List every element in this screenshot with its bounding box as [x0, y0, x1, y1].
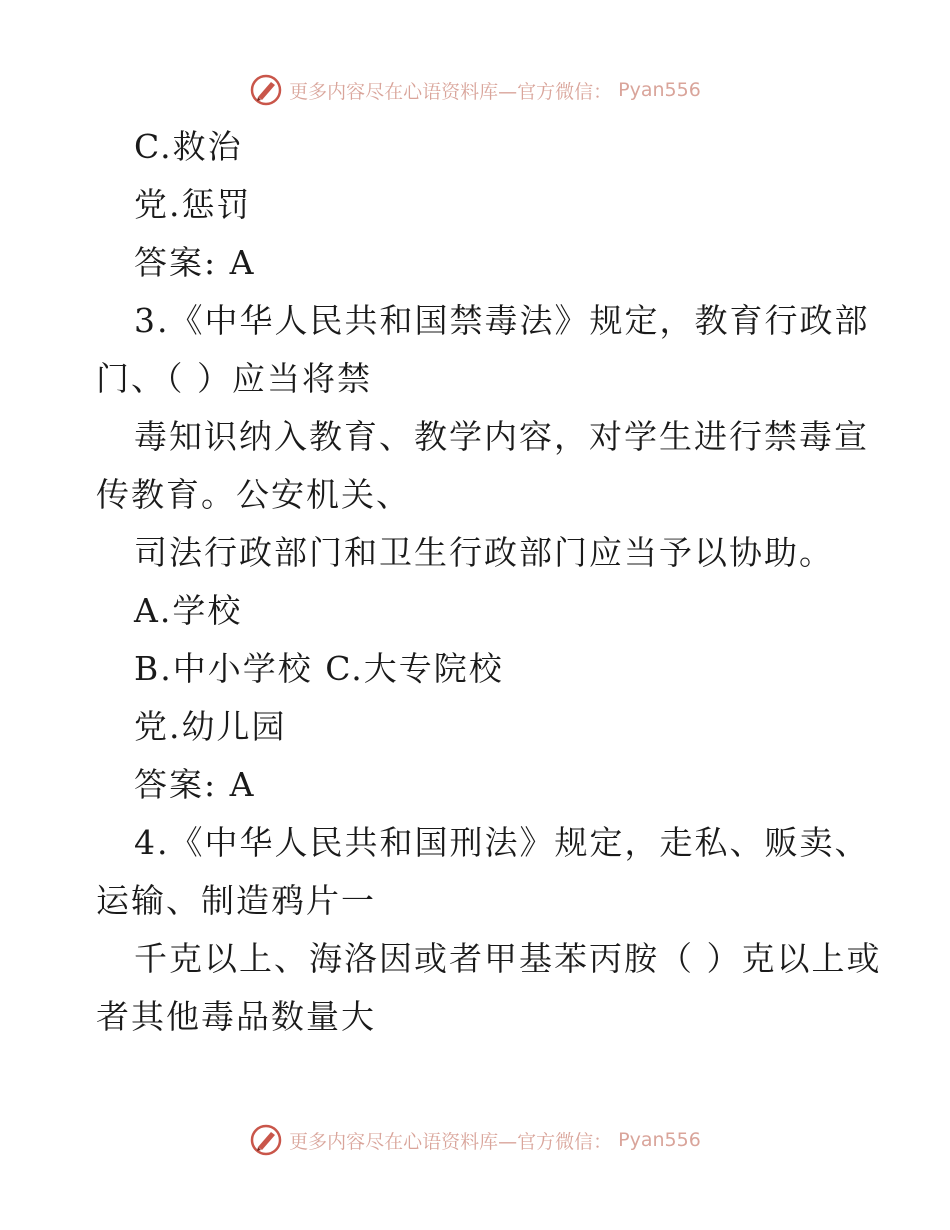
answer-line: 答案: A: [134, 765, 256, 804]
watermark-wechat-id: Pyan556: [618, 1129, 701, 1151]
footer-watermark: [0, 1120, 950, 1160]
question-3-line-4: 传教育。公安机关、: [96, 475, 411, 514]
option-c: C.救治: [134, 127, 243, 166]
pen-logo-icon: [249, 73, 283, 107]
question-3-line-3: 毒知识纳入教育、教学内容，对学生进行禁毒宣: [134, 417, 869, 456]
option-a: A.学校: [134, 591, 243, 630]
option-d: 党.惩罚: [134, 185, 252, 224]
watermark-text: 更多内容尽在心语资料库—官方微信：: [289, 1130, 613, 1153]
watermark-wechat-id: Pyan556: [618, 79, 701, 101]
option-b-c: B.中小学校 C.大专院校: [134, 649, 504, 688]
header-watermark: [0, 70, 950, 110]
question-4-line-1: 4.《中华人民共和国刑法》规定，走私、贩卖、: [134, 823, 870, 862]
answer-line: 答案: A: [134, 243, 256, 282]
question-4-line-4: 者其他毒品数量大: [96, 997, 376, 1036]
question-4-line-2: 运输、制造鸦片一: [96, 881, 376, 920]
watermark-text: 更多内容尽在心语资料库—官方微信：: [289, 80, 613, 103]
question-3-line-5: 司法行政部门和卫生行政部门应当予以协助。: [134, 533, 834, 572]
question-4-line-3: 千克以上、海洛因或者甲基苯丙胺（ ）克以上或: [134, 939, 882, 978]
pen-logo-icon: [249, 1123, 283, 1157]
option-d: 党.幼儿园: [134, 707, 287, 746]
question-3-line-1: 3.《中华人民共和国禁毒法》规定，教育行政部: [134, 301, 870, 340]
question-3-line-2: 门、（ ）应当将禁: [96, 359, 372, 398]
